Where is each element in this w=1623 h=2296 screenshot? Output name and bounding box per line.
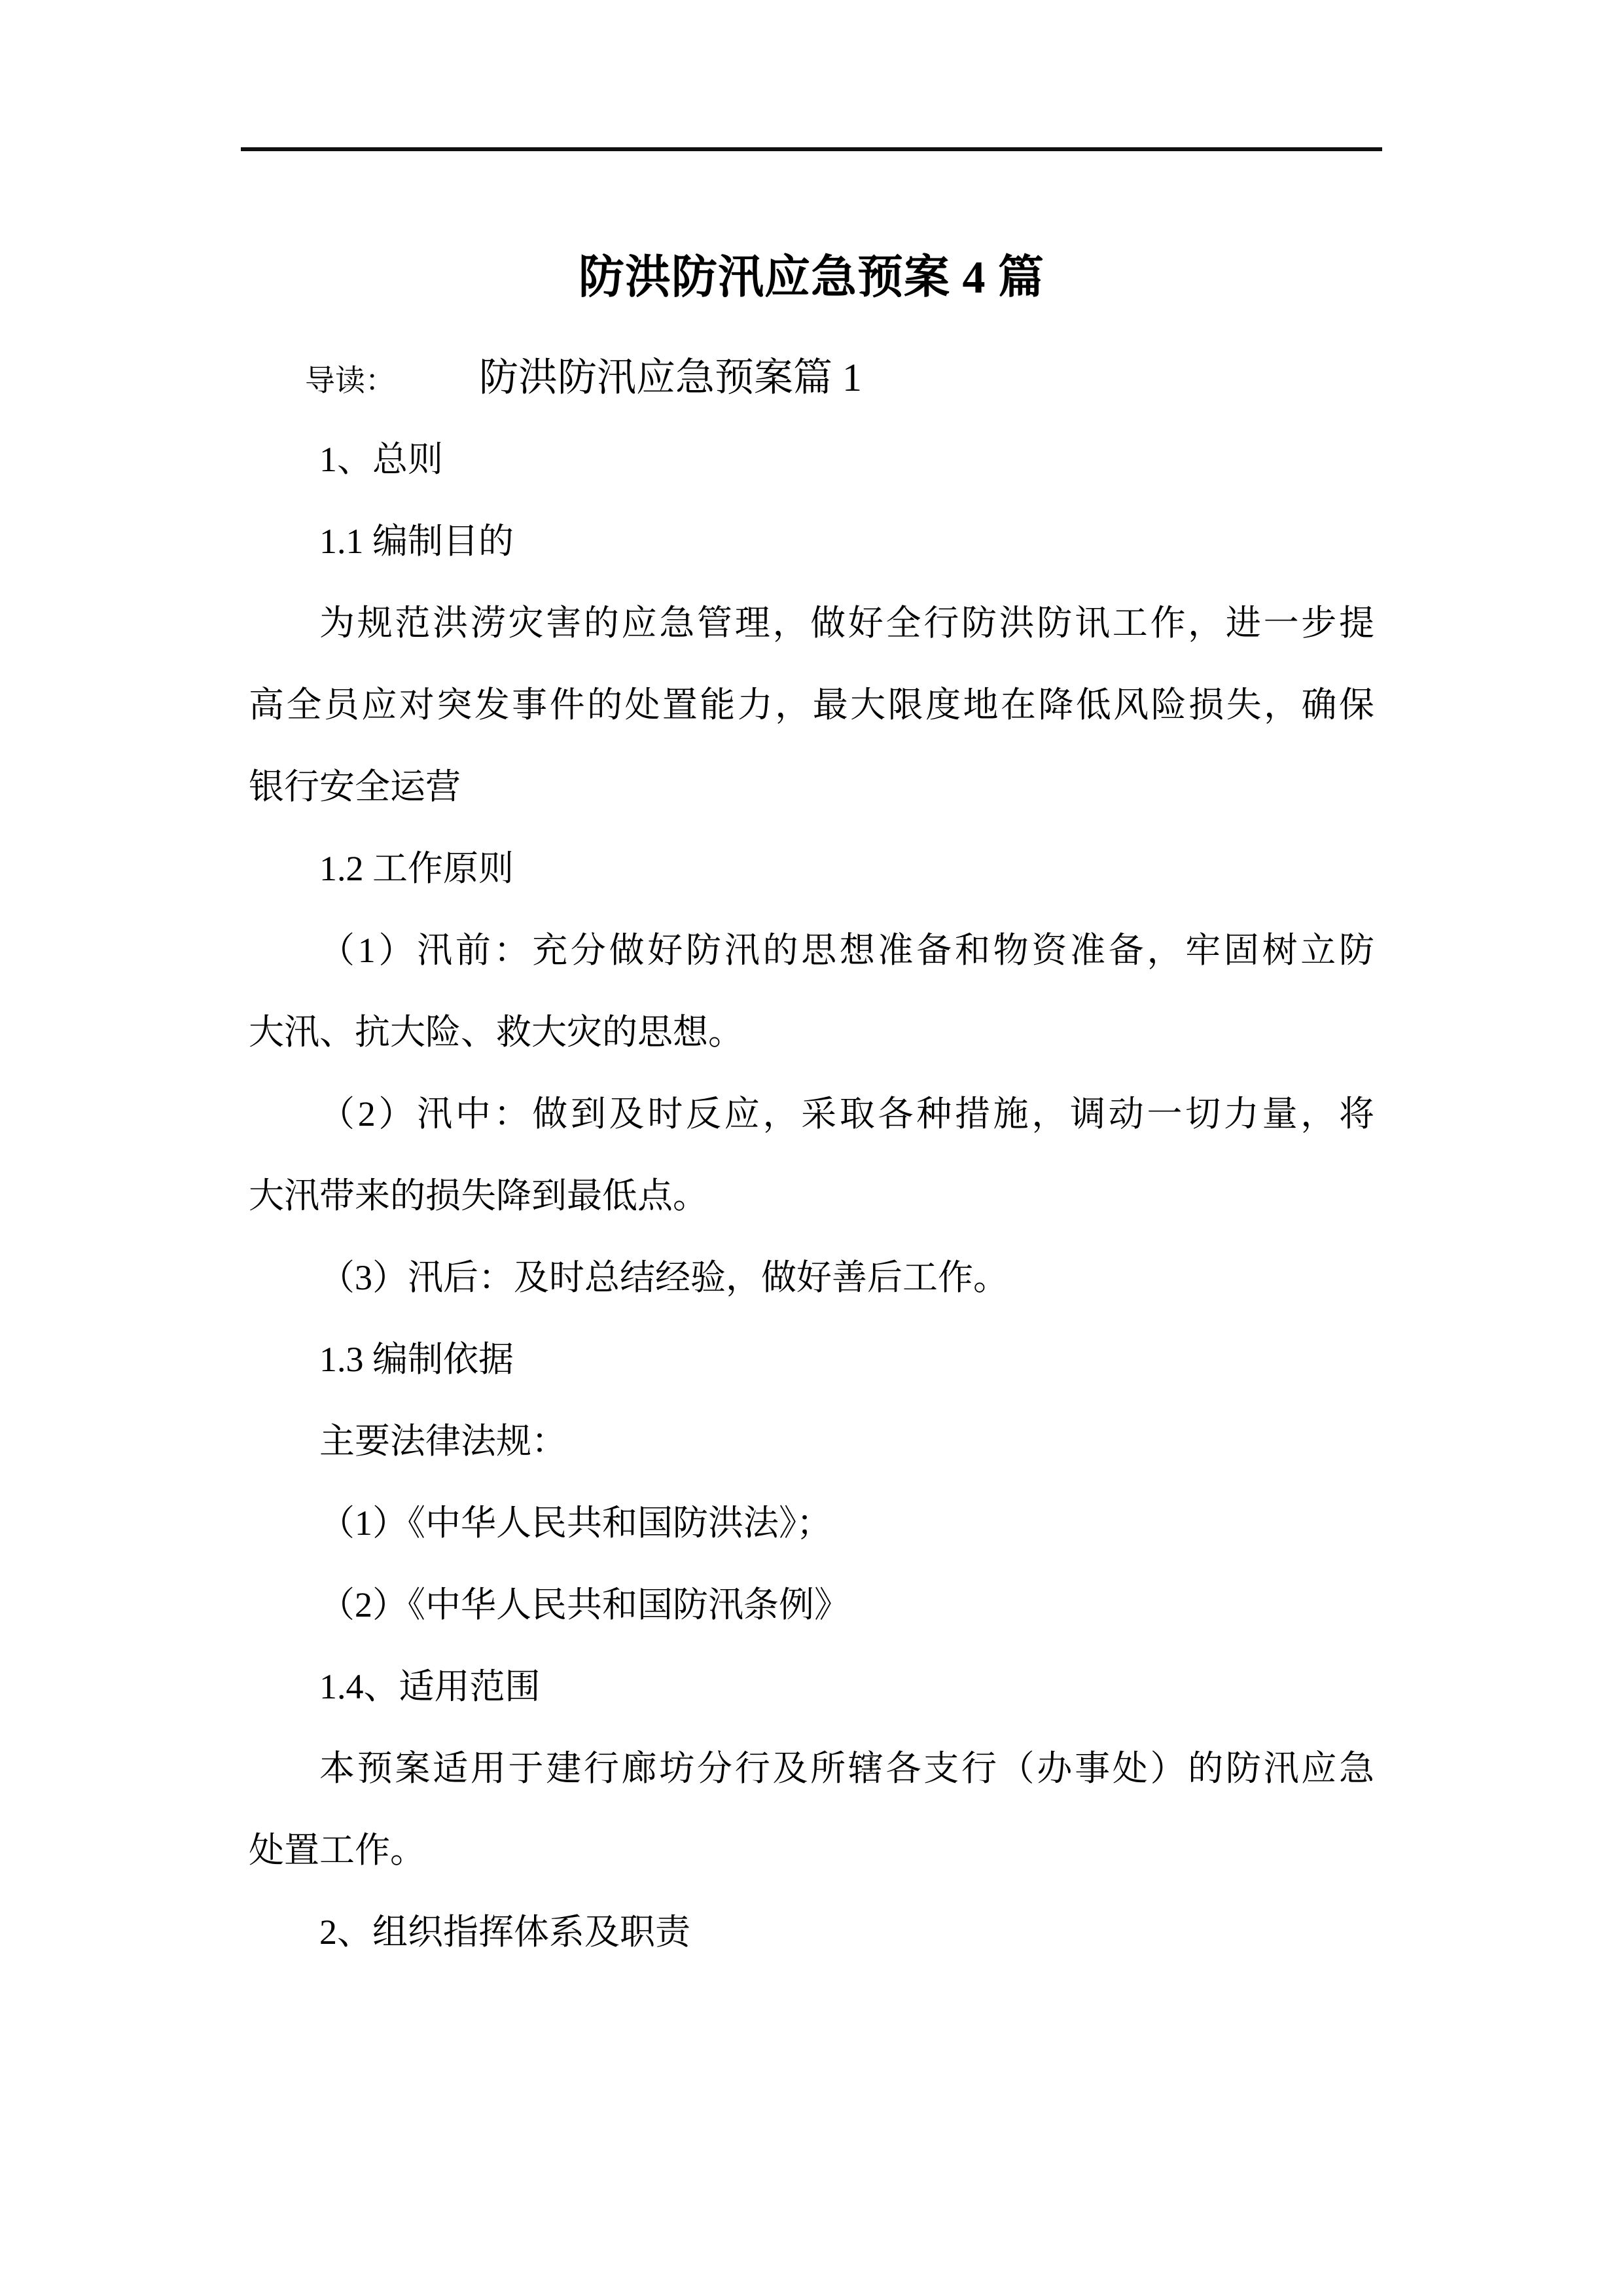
text-line: 为规范洪涝灾害的应急管理，做好全行防洪防讯工作，进一步提 xyxy=(319,603,1374,643)
document-body xyxy=(249,337,1374,1973)
text-line: 1、总则 xyxy=(319,440,443,479)
header-rule xyxy=(241,147,1382,151)
text-line: 银行安全运营 xyxy=(249,767,461,806)
lead-label: 导读： xyxy=(305,364,395,397)
text-line: （1）《中华人民共和国防洪法》； xyxy=(319,1503,832,1543)
lead-line xyxy=(249,337,1374,419)
text-line: 处置工作。 xyxy=(249,1831,425,1870)
text-line: 2、组织指挥体系及职责 xyxy=(319,1912,690,1952)
text-line: 大汛带来的损失降到最低点。 xyxy=(249,1176,708,1215)
text-line: 大汛、抗大险、救大灾的思想。 xyxy=(249,1013,743,1052)
text-line: 1.3 编制依据 xyxy=(319,1340,514,1379)
text-line: （1）汛前：充分做好防汛的思想准备和物资准备，牢固树立防 xyxy=(319,931,1374,970)
text-line: 1.2 工作原则 xyxy=(319,849,514,888)
text-line: （2）汛中：做到及时反应，采取各种措施，调动一切力量，将 xyxy=(319,1094,1374,1134)
text-line: 主要法律法规： xyxy=(319,1422,567,1461)
text-line: 1.4、适用范围 xyxy=(319,1667,541,1706)
text-line: 本预案适用于建行廊坊分行及所辖各支行（办事处）的防汛应急 xyxy=(319,1749,1374,1788)
paragraph-lines xyxy=(249,419,1374,1973)
text-line: （3）汛后：及时总结经验，做好善后工作。 xyxy=(319,1258,1008,1297)
text-line: （2）《中华人民共和国防汛条例》 xyxy=(319,1585,849,1624)
page-title: 防洪防汛应急预案 4 篇 xyxy=(579,252,1044,303)
text-line: 1.1 编制目的 xyxy=(319,522,514,561)
lead-text: 防洪防汛应急预案篇 1 xyxy=(479,356,862,399)
text-line: 高全员应对突发事件的处置能力，最大限度地在降低风险损失，确保 xyxy=(249,685,1374,725)
